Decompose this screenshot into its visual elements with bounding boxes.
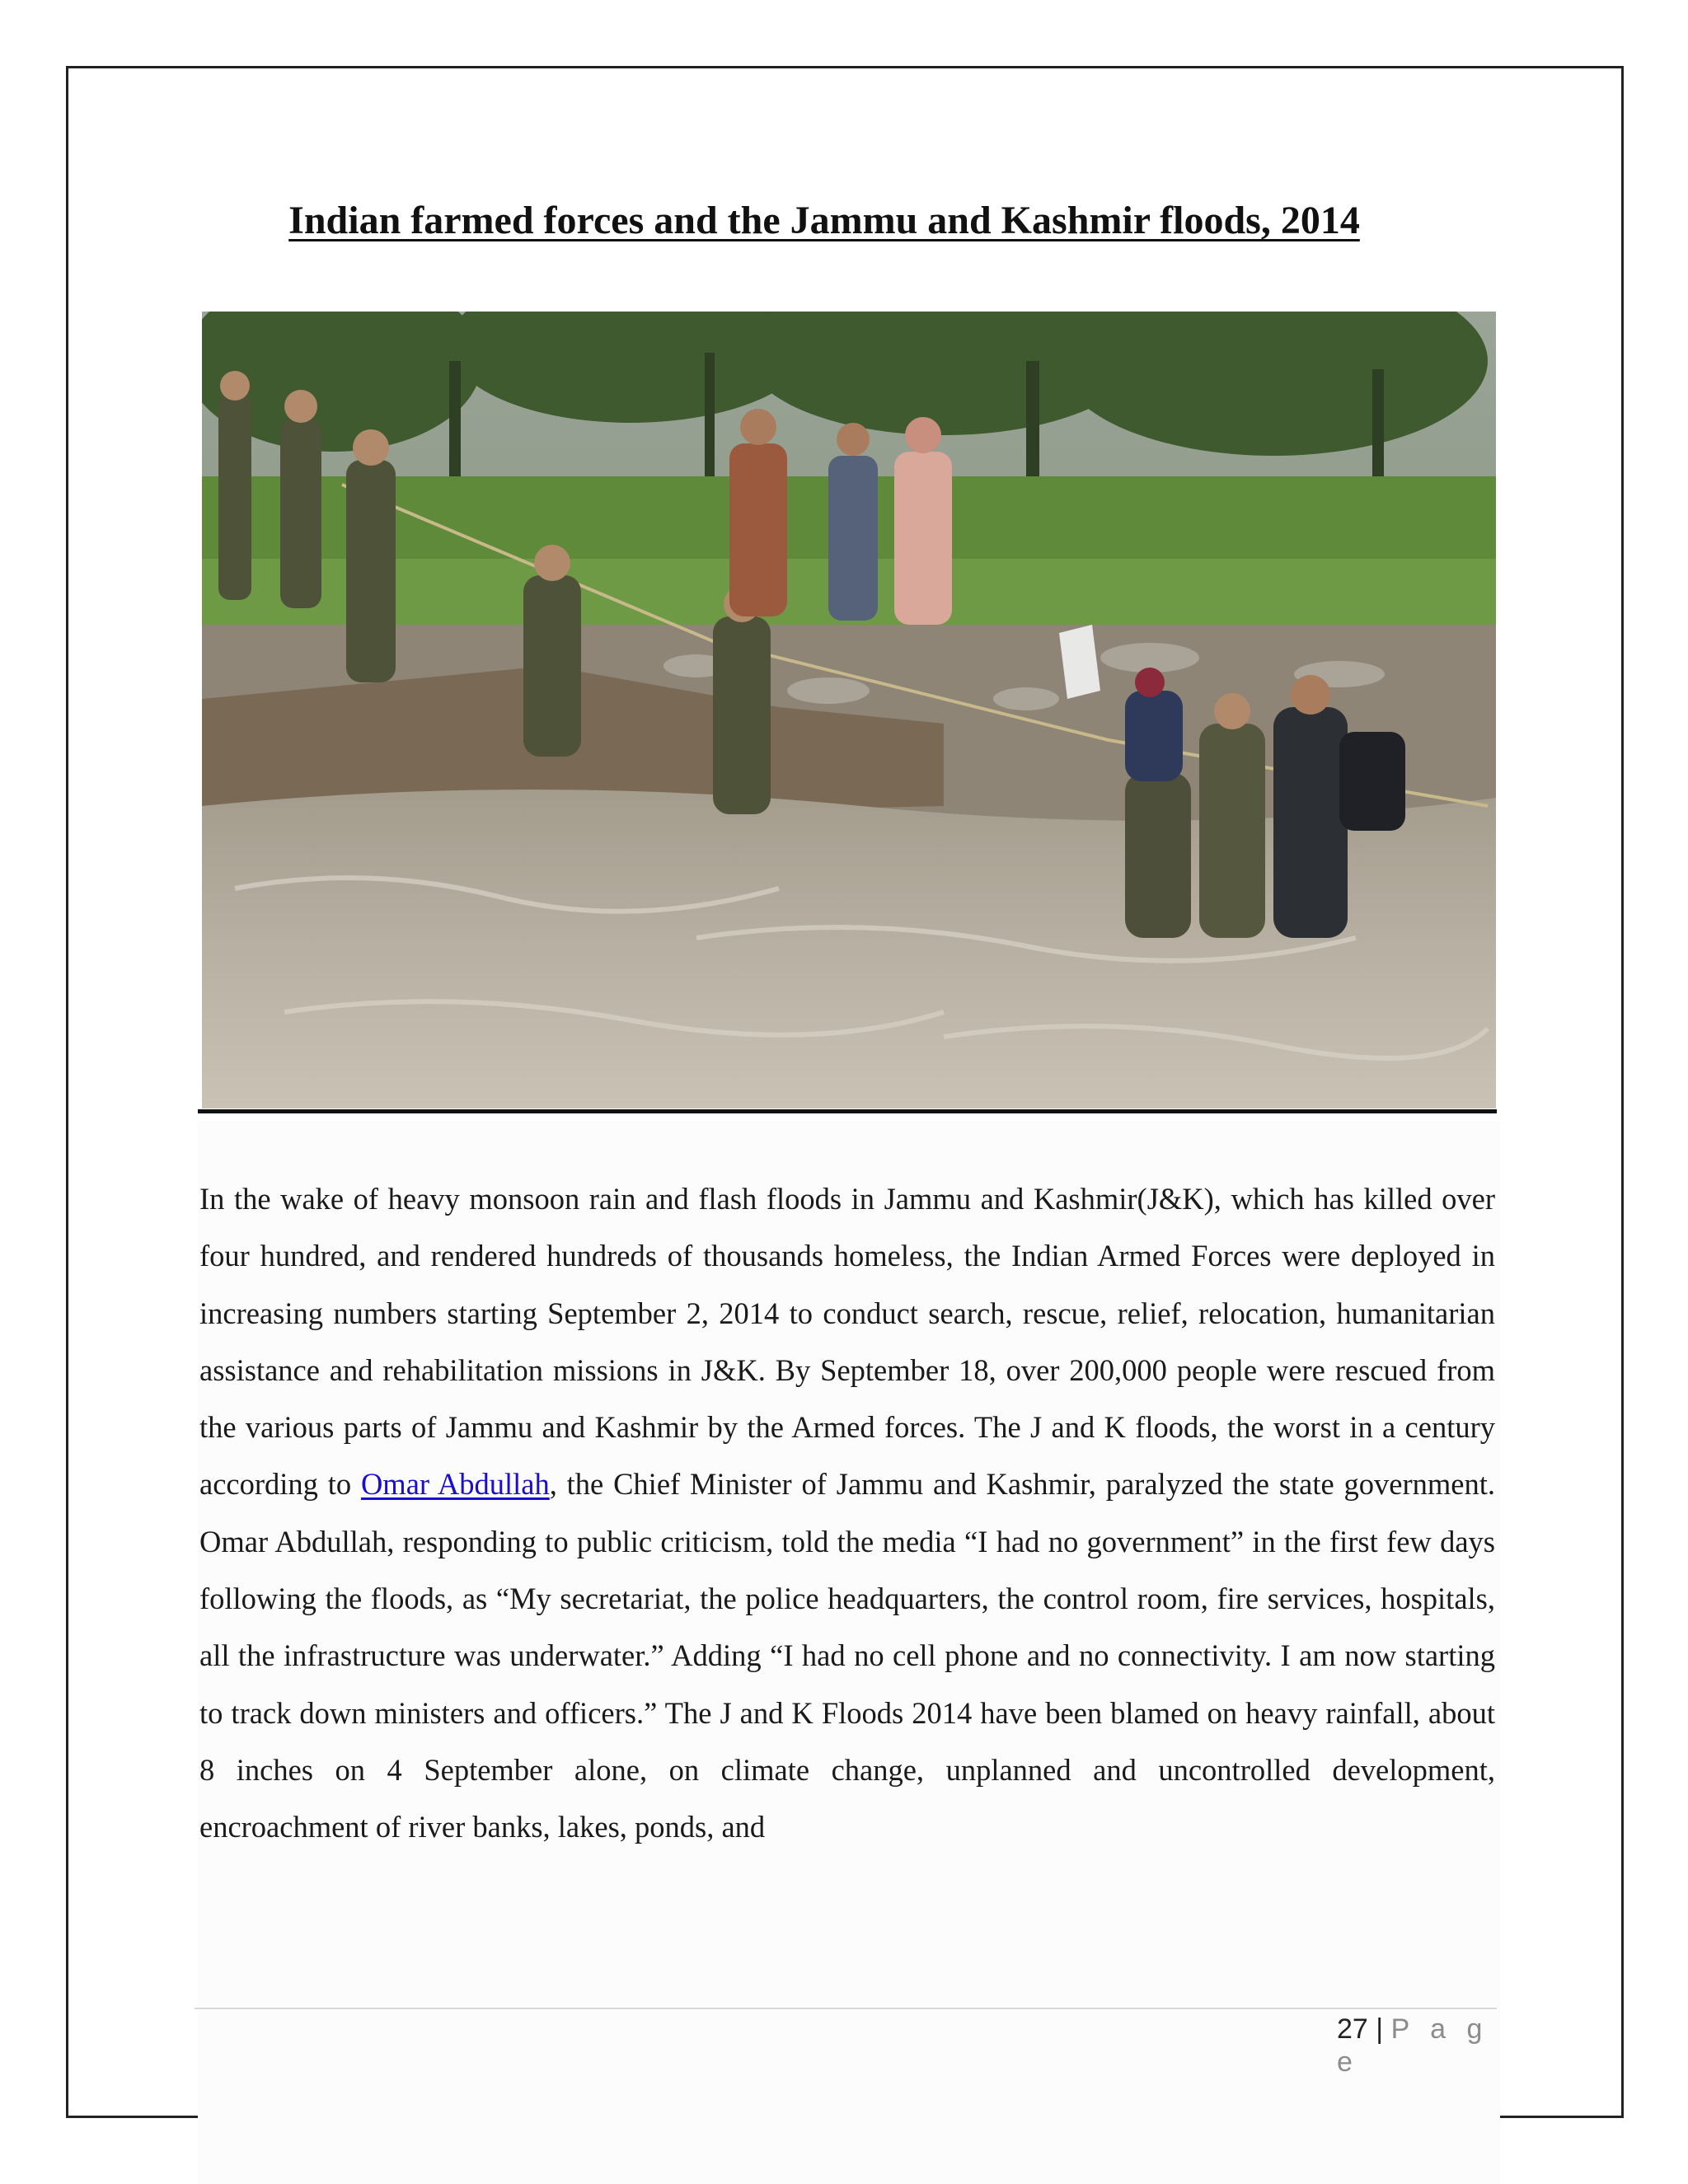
flood-rescue-photo (202, 312, 1496, 1108)
body-paragraph (199, 1170, 1495, 1856)
page-number: 27 (1337, 2013, 1368, 2045)
photo-bottom-rule (198, 1109, 1497, 1113)
footer-rule (195, 2008, 1497, 2009)
omar-abdullah-link[interactable]: Omar Abdullah (360, 1467, 550, 1502)
paragraph-text-before-link: In the wake of heavy monsoon rain and flash floods in Jammu and Kashmir(J&K), which has killed over four hundred, and rendered hundreds of thousands homeless, the Indian Armed Forces were deployed in increasing numbers starting September 2, 2014 to conduct search, rescue, relief, relocation, humanitarian assistance and rehabilitation missions in J&K. By September 18, over 200,000 people were rescued from the various parts of Jammu and Kashmir by the Armed forces. The J and K floods, the worst in a century according to (199, 1182, 1495, 1502)
page-title: Indian farmed forces and the Jammu and Kashmir floods, 2014 (288, 199, 1360, 242)
paragraph-text-after-link: , the Chief Minister of Jammu and Kashmir, paralyzed the state government. Omar Abdullah, responding to public criticism, told the media “I had no government” in the first few days following the floods, as “My secretariat, the police headquarters, the control room, fire services, hospitals, all the infrastructure was underwater.” Adding “I had no cell phone and no connectivity. I am now starting to track down ministers and officers.” The J and K Floods 2014 have been blamed on heavy rainfall, about 8 inches on 4 September alone, on climate change, unplanned and uncontrolled development, encroachment of river banks, lakes, ponds, and (199, 1467, 1495, 1844)
page-label: P a g e (1337, 2013, 1489, 2078)
footer-separator: | (1376, 2013, 1384, 2045)
page-footer (1337, 2013, 1502, 2079)
